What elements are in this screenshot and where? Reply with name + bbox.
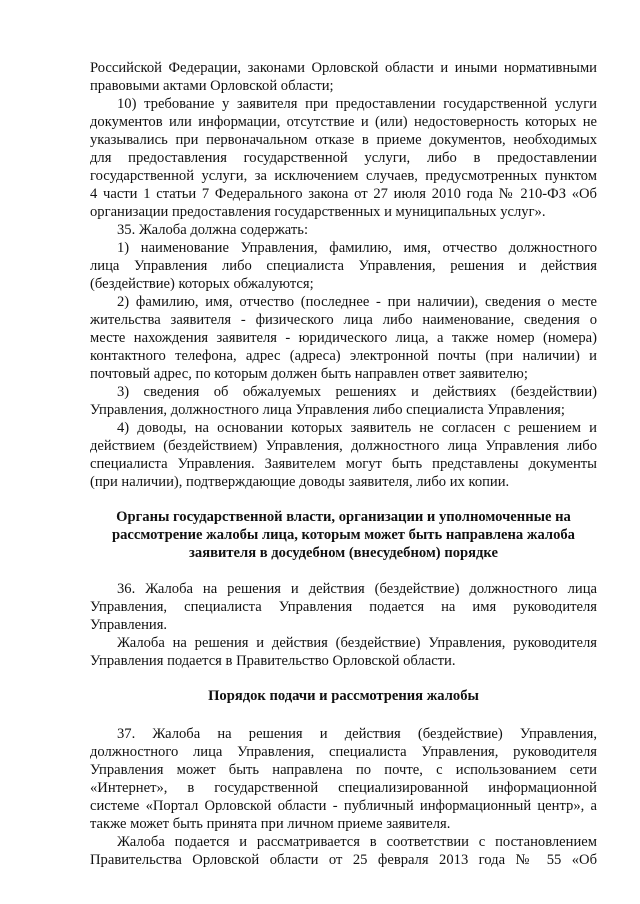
text-line: Управления. xyxy=(90,617,168,633)
text-line: Российской Федерации, законами Орловской области и иными нормативными xyxy=(90,60,597,76)
text-line: 36. Жалоба на решения и действия (бездействие) должностного лица xyxy=(117,581,597,597)
text-line: 2) фамилию, имя, отчество (последнее - при наличии), сведения о месте xyxy=(117,294,597,310)
text-line: Управления, должностного лица Управления либо специалиста Управления; xyxy=(90,402,565,418)
text-line: 4) доводы, на основании которых заявитель не согласен с решением и xyxy=(117,420,597,436)
section-heading-line: Органы государственной власти, организации и уполномоченные на xyxy=(116,509,571,525)
text-line: действием (бездействием) Управления, должностного лица Управления либо xyxy=(90,438,597,454)
text-line: (бездействие) которых обжалуются; xyxy=(90,276,314,292)
text-line: 35. Жалоба должна содержать: xyxy=(117,222,308,238)
text-line: правовыми актами Орловской области; xyxy=(90,78,334,94)
text-line: жительства заявителя - физического лица либо наименование, сведения о xyxy=(90,312,597,328)
text-line: 1) наименование Управления, фамилию, имя, отчество должностного xyxy=(117,240,597,256)
text-line: Управления может быть направлена по почте, с использованием сети xyxy=(90,762,597,778)
text-line: 3) сведения об обжалуемых решениях и действиях (бездействии) xyxy=(117,384,597,400)
text-line: системе «Портал Орловской области - публичный информационный центр», а xyxy=(90,798,597,814)
text-line: Правительства Орловской области от 25 февраля 2013 года № 55 «Об xyxy=(90,852,597,868)
text-line: 10) требование у заявителя при предоставлении государственной услуги xyxy=(117,96,597,112)
text-line: 37. Жалоба на решения и действия (бездействие) Управления, xyxy=(117,726,597,742)
text-line: документов или информации, отсутствие и (или) недостоверность которых не xyxy=(90,114,597,130)
text-line: Жалоба подается и рассматривается в соответствии с постановлением xyxy=(117,834,597,850)
text-line: государственной услуги, за исключением случаев, предусмотренных пунктом xyxy=(90,168,597,184)
section-heading-line: рассмотрение жалобы лица, которым может быть направлена жалоба xyxy=(112,527,575,543)
text-line: специалиста Управления. Заявителем могут быть представлены документы xyxy=(90,456,597,472)
text-line: Жалоба на решения и действия (бездействие) Управления, руководителя xyxy=(117,635,597,651)
text-line: «Интернет», в государственной специализированной информационной xyxy=(90,780,597,796)
text-line: Управления, специалиста Управления подается на имя руководителя xyxy=(90,599,597,615)
text-line: (при наличии), подтверждающие доводы заявителя, либо их копии. xyxy=(90,474,510,490)
text-line: для предоставления государственной услуги, либо в предоставлении xyxy=(90,150,597,166)
section-heading-line: заявителя в досудебном (внесудебном) порядке xyxy=(189,545,498,561)
text-line: контактного телефона, адрес (адреса) электронной почты (при наличии) и xyxy=(90,348,597,364)
text-line: почтовый адрес, по которым должен быть направлен ответ заявителю; xyxy=(90,366,528,382)
text-line: 4 части 1 статьи 7 Федерального закона от 27 июля 2010 года № 210-ФЗ «Об xyxy=(90,186,597,202)
text-line: лица Управления либо специалиста Управления, решения и действия xyxy=(90,258,597,274)
text-line: месте нахождения заявителя - юридического лица, а также номер (номера) xyxy=(90,330,597,346)
section-heading-line: Порядок подачи и рассмотрения жалобы xyxy=(208,688,479,704)
text-line: указывались при первоначальном отказе в приеме документов, необходимых xyxy=(90,132,597,148)
text-line: Управления подается в Правительство Орловской области. xyxy=(90,653,456,669)
text-line: должностного лица Управления, специалиста Управления, руководителя xyxy=(90,744,597,760)
text-line: организации предоставления государственных и муниципальных услуг». xyxy=(90,204,546,220)
text-line: также может быть принята при личном приеме заявителя. xyxy=(90,816,451,832)
